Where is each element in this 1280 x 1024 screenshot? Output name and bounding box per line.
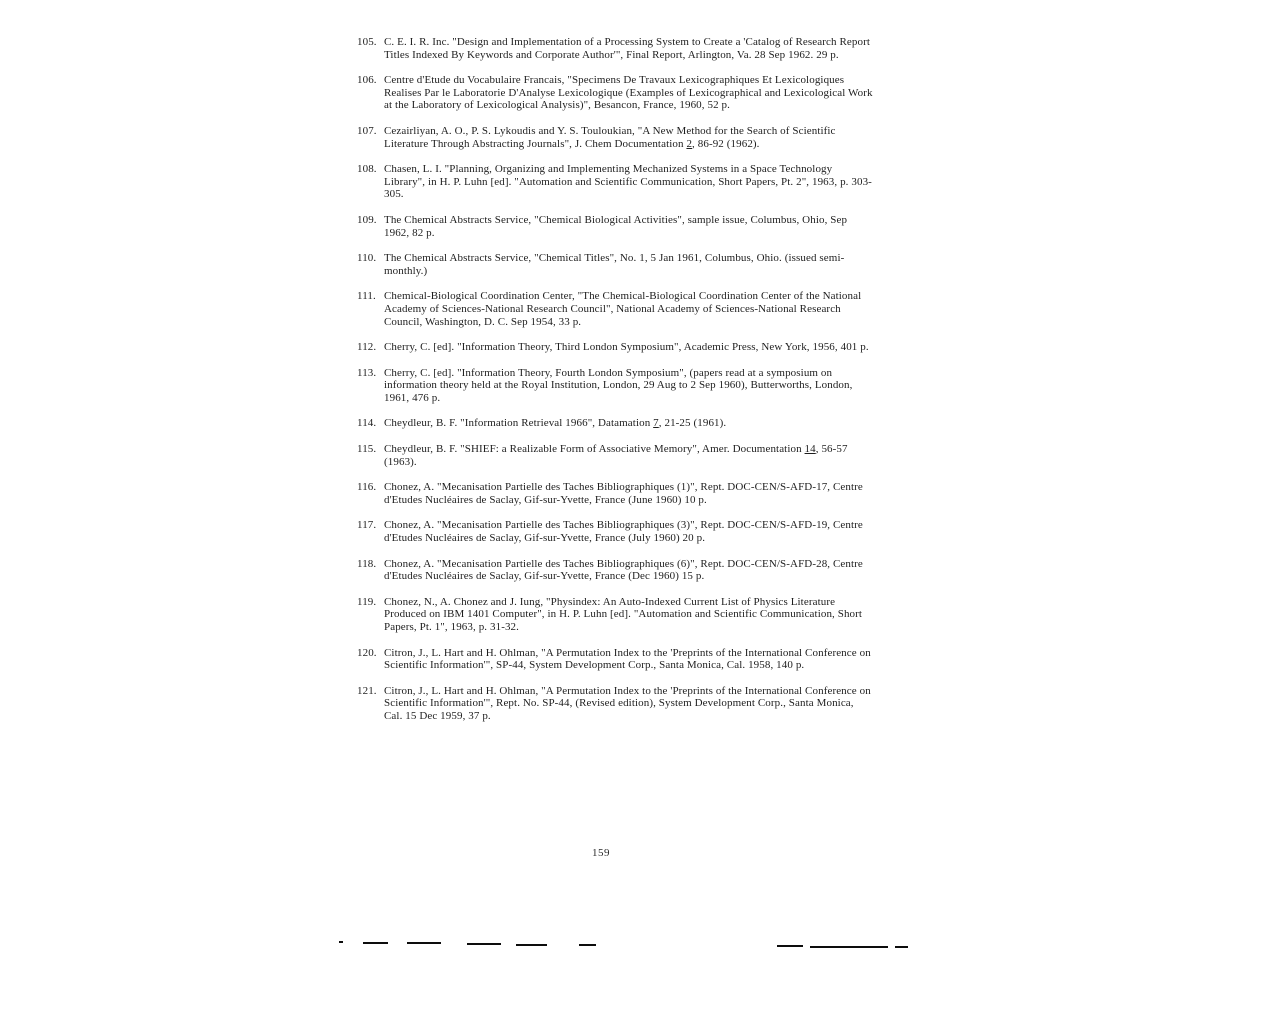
reference-text (384, 596, 873, 634)
reference-number: 107. (357, 124, 377, 137)
reference-text (384, 214, 873, 239)
reference-text-segment: Cherry, C. [ed]. "Information Theory, Third London Symposium", Academic Press, New York, 1956, 401 p. (384, 341, 869, 354)
reference-text-segment: C. E. I. R. Inc. "Design and Implementation of a Processing System to Create a 'Catalog of Research Report Titles Indexed By Keywords and Corporate Author'", Final Report, Arlington, Va. 28 Sep 1962. 29 p. (384, 36, 870, 61)
reference-item (357, 596, 873, 634)
reference-text-segment: Chonez, A. "Mecanisation Partielle des Taches Bibliographiques (1)", Rept. DOC-CEN/S-AFD-17, Centre d'Etudes Nucléaires de Saclay, Gif-sur-Yvette, France (June 1960) 10 p. (384, 481, 863, 506)
reference-item (357, 647, 873, 672)
reference-item (357, 74, 873, 112)
reference-text-segment: Cheydleur, B. F. "Information Retrieval 1966", Datamation (384, 417, 654, 430)
reference-text (384, 163, 873, 201)
scan-artifact-dash (810, 946, 888, 948)
reference-text-segment: Chonez, A. "Mecanisation Partielle des Taches Bibliographiques (6)", Rept. DOC-CEN/S-AFD-28, Centre d'Etudes Nucléaires de Saclay, Gif-sur-Yvette, France (Dec 1960) 15 p. (384, 557, 863, 583)
reference-number: 118. (357, 557, 377, 570)
reference-item (357, 214, 873, 239)
reference-text-segment: The Chemical Abstracts Service, "Chemical Biological Activities", sample issue, Columbus, Ohio, Sep 1962, 82 p. (384, 213, 848, 239)
reference-number: 108. (357, 163, 377, 176)
reference-text-segment: Cezairliyan, A. O., P. S. Lykoudis and Y. S. Touloukian, "A New Method for the Search of Scientific Literature Through Abstracting Journals", J. Chem Documentation (384, 124, 836, 150)
volume-number-underlined: 14 (804, 443, 816, 456)
reference-text-segment: Cherry, C. [ed]. "Information Theory, Fourth London Symposium", (papers read at a symposium on information theory held at the Royal Institution, London, 29 Aug to 2 Sep 1960), Butterworths, London, 1961, 476 p. (384, 366, 853, 404)
reference-number: 117. (357, 519, 377, 532)
reference-text (384, 443, 873, 468)
reference-text (384, 558, 873, 583)
reference-text-segment: Chasen, L. I. "Planning, Organizing and Implementing Mechanized Systems in a Space Technology Library", in H. P. Luhn [ed]. "Automation and Scientific Communication, Short Papers, Pt. 2", 1963, p. 303-305. (384, 163, 872, 201)
scan-artifact-dash (579, 944, 596, 946)
reference-text-segment: Chemical-Biological Coordination Center, "The Chemical-Biological Coordination Center of the National Academy of Sciences-National Research Council", National Academy of Sciences-National Research Council, Washington, D. C. Sep 1954, 33 p. (384, 290, 862, 328)
reference-text (384, 417, 873, 430)
reference-item (357, 367, 873, 405)
reference-item (357, 481, 873, 506)
scan-artifact-dash (467, 943, 501, 945)
volume-number-underlined: 2 (686, 137, 693, 150)
reference-item (357, 125, 873, 150)
reference-number: 109. (357, 213, 377, 226)
reference-number: 110. (357, 252, 377, 265)
reference-item (357, 519, 873, 544)
reference-number: 121. (357, 684, 377, 697)
reference-item (357, 163, 873, 201)
reference-item (357, 558, 873, 583)
scan-artifact-dash (339, 941, 343, 943)
reference-item (357, 417, 873, 430)
reference-text-segment: , 86-92 (1962). (692, 137, 760, 150)
reference-text (384, 74, 873, 112)
reference-text-segment: , 56-57 (1963). (384, 443, 848, 468)
scan-artifact-dash (777, 945, 803, 947)
scan-artifact-dash (407, 942, 441, 944)
reference-number: 116. (357, 481, 377, 494)
page-number: 159 (592, 847, 610, 859)
reference-text-segment: Citron, J., L. Hart and H. Ohlman, "A Permutation Index to the 'Preprints of the International Conference on Scientific Information'", Rept. No. SP-44, (Revised edition), System Development Corp., Santa Monica, Cal. 15 Dec 1959, 37 p. (384, 684, 871, 722)
reference-text (384, 685, 873, 723)
reference-text (384, 519, 873, 544)
reference-number: 120. (357, 646, 377, 659)
reference-text-segment: Cheydleur, B. F. "SHIEF: a Realizable Form of Associative Memory", Amer. Documentation (384, 443, 805, 456)
scan-artifact-dash (363, 942, 388, 944)
reference-text (384, 252, 873, 277)
reference-item (357, 252, 873, 277)
reference-text-segment: Citron, J., L. Hart and H. Ohlman, "A Permutation Index to the 'Preprints of the International Conference on Scientific Information'", SP-44, System Development Corp., Santa Monica, Cal. 1958, 140 p. (384, 646, 871, 672)
reference-number: 113. (357, 366, 377, 379)
reference-text-segment: The Chemical Abstracts Service, "Chemical Titles", No. 1, 5 Jan 1961, Columbus, Ohio. (issued semi-monthly.) (384, 252, 845, 277)
reference-text (384, 125, 873, 150)
reference-item (357, 443, 873, 468)
reference-number: 112. (357, 341, 377, 354)
reference-list (357, 36, 873, 736)
reference-text-segment: , 21-25 (1961). (658, 417, 727, 430)
reference-item (357, 36, 873, 61)
reference-text (384, 481, 873, 506)
reference-number: 106. (357, 74, 377, 87)
reference-number: 115. (357, 443, 377, 456)
reference-text (384, 341, 873, 354)
reference-text-segment: Chonez, N., A. Chonez and J. Iung, "Physindex: An Auto-Indexed Current List of Physics Literature Produced on IBM 1401 Computer", in H. P. Luhn [ed]. "Automation and Scientific Communication, Short Papers, Pt. 1", 1963, p. 31-32. (384, 595, 863, 633)
reference-text (384, 290, 873, 328)
scan-artifact-dash (895, 946, 908, 948)
reference-number: 119. (357, 595, 377, 608)
reference-text (384, 36, 873, 61)
reference-text (384, 647, 873, 672)
scan-artifact-dash (516, 944, 547, 946)
volume-number-underlined: 7 (653, 417, 659, 430)
reference-text-segment: Centre d'Etude du Vocabulaire Francais, "Specimens De Travaux Lexicographiques Et Lexicologiques Realises Par le Laboratorie D'Analyse Lexicologique (Examples of Lexicographical and Lexicological Work at the Laboratory of Lexicological Analysis)", Besancon, France, 1960, 52 p. (384, 74, 873, 112)
reference-item (357, 685, 873, 723)
reference-text (384, 367, 873, 405)
reference-number: 105. (357, 36, 377, 48)
reference-number: 111. (357, 290, 376, 303)
reference-item (357, 290, 873, 328)
reference-item (357, 341, 873, 354)
reference-number: 114. (357, 417, 377, 430)
reference-text-segment: Chonez, A. "Mecanisation Partielle des Taches Bibliographiques (3)", Rept. DOC-CEN/S-AFD-19, Centre d'Etudes Nucléaires de Saclay, Gif-sur-Yvette, France (July 1960) 20 p. (384, 519, 863, 545)
